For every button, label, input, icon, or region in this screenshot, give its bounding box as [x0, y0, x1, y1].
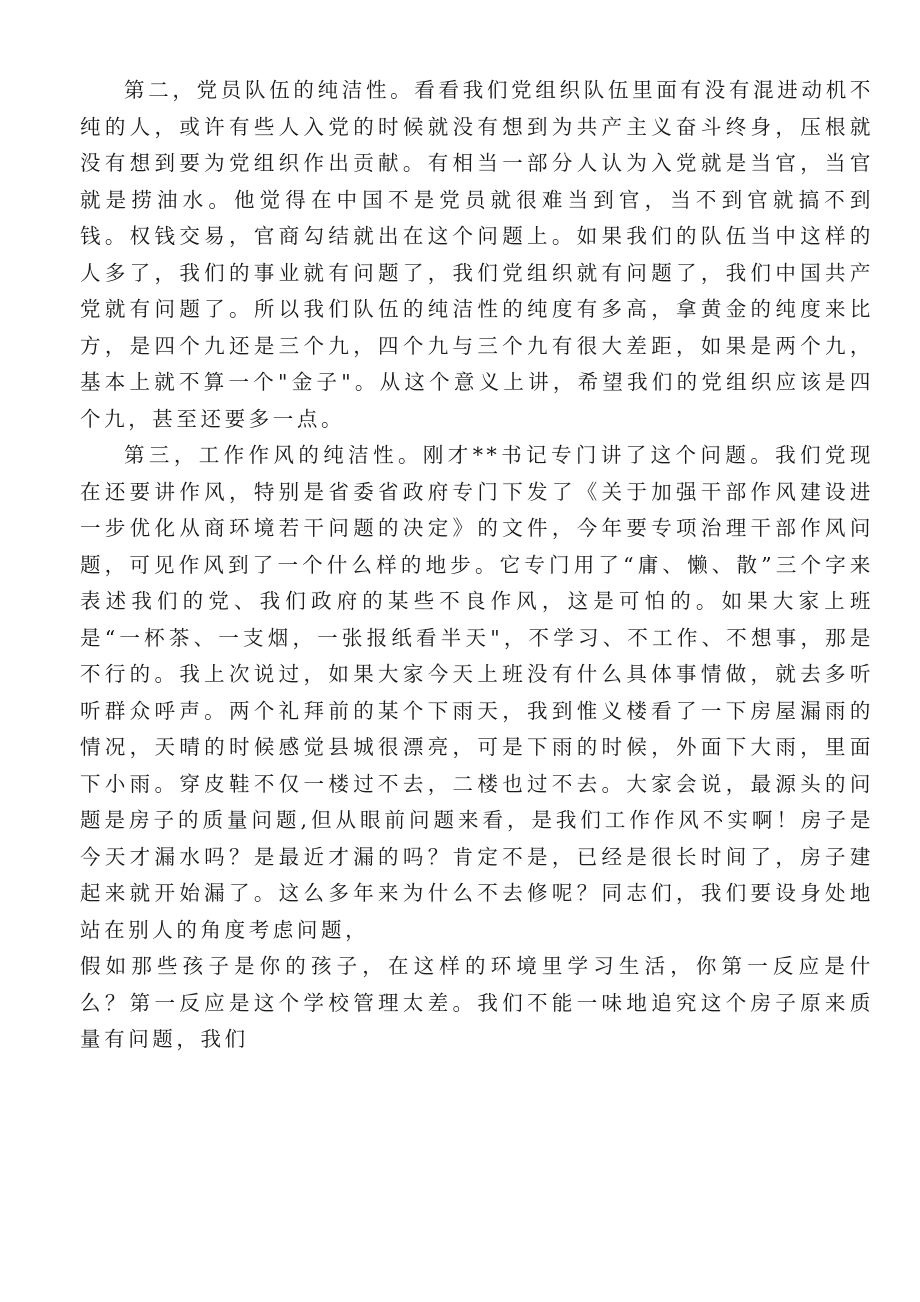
paragraph-work-style-purity: 第三，工作作风的纯洁性。刚才**书记专门讲了这个问题。我们党现在还要讲作风，特别是省委省政府专门下发了《关于加强干部作风建设进一步优化从商环境若干问题的决定》的文件，今年要专项治理干部作风问题，可见作风到了一个什么样的地步。它专门用了“庸、懒、散”三个字来表述我们的党、我们政府的某些不良作风，这是可怕的。如果大家上班是“一杯茶、一支烟，一张报纸看半天"，不学习、不工作、不想事，那是不行的。我上次说过，如果大家今天上班没有什么具体事情做，就去多听听群众呼声。两个礼拜前的某个下雨天，我到惟义楼看了一下房屋漏雨的情况，天晴的时候感觉县城很漂亮，可是下雨的时候，外面下大雨，里面下小雨。穿皮鞋不仅一楼过不去，二楼也过不去。大家会说，最源头的问题是房子的质量问题,但从眼前问题来看，是我们工作作风不实啊！房子是今天才漏水吗？是最近才漏的吗？肯定不是，已经是很长时间了，房子建起来就开始漏了。这么多年来为什么不去修呢？同志们，我们要设身处地站在别人的角度考虑问题， — [80, 443, 874, 942]
paragraph-party-member-purity: 第二，党员队伍的纯洁性。看看我们党组织队伍里面有没有混进动机不纯的人，或许有些人入党的时候就没有想到为共产主义奋斗终身，压根就没有想到要为党组织作出贡献。有相当一部分人认为入党就是当官，当官就是捞油水。他觉得在中国不是党员就很难当到官，当不到官就搞不到钱。权钱交易，官商勾结就出在这个问题上。如果我们的队伍当中这样的人多了，我们的事业就有问题了，我们党组织就有问题了，我们中国共产党就有问题了。所以我们队伍的纯洁性的纯度有多高，拿黄金的纯度来比方，是四个九还是三个九，四个九与三个九有很大差距，如果是两个九，基本上就不算一个"金子"。从这个意义上讲，希望我们的党组织应该是四个九，甚至还要多一点。 — [80, 78, 874, 431]
paragraph-continuation: 假如那些孩子是你的孩子，在这样的环境里学习生活，你第一反应是什么？第一反应是这个学校管理太差。我们不能一味地追究这个房子原来质量有问题，我们 — [80, 954, 874, 1051]
